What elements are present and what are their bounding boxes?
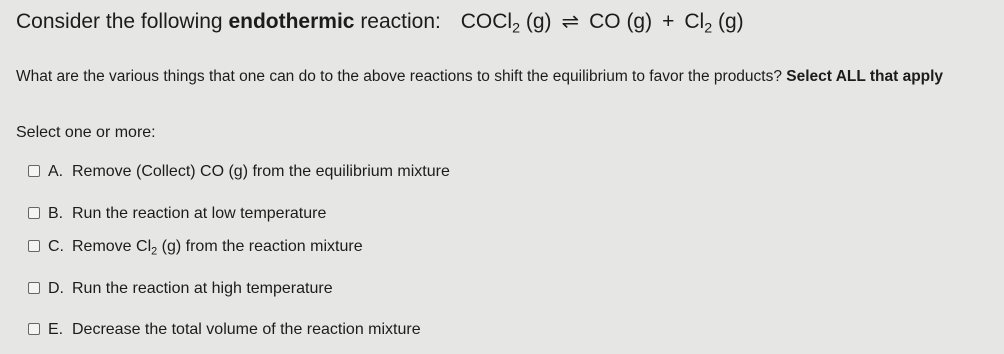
option-c-text-after: (g) from the reaction mixture — [157, 238, 363, 255]
question-intro: Consider the following — [16, 10, 229, 33]
reaction-equation — [460, 10, 744, 37]
option-c[interactable] — [28, 237, 363, 257]
option-b-label: Run the reaction at low temperature — [72, 205, 327, 222]
checkbox-b[interactable] — [28, 207, 40, 219]
question-after-bold: reaction: — [354, 10, 441, 33]
option-e-label: Decrease the total volume of the reaction mixture — [72, 321, 421, 338]
prompt-emphasis: Select ALL that apply — [786, 68, 944, 85]
select-instruction: Select one or more: — [16, 124, 156, 141]
prompt-text: What are the various things that one can do to the above reactions to shift the equilibrium to favor the products? — [16, 68, 787, 85]
option-d-label: Run the reaction at high temperature — [72, 280, 333, 297]
checkbox-e[interactable] — [28, 323, 40, 335]
option-a-label: Remove (Collect) CO (g) from the equilibrium mixture — [72, 163, 450, 180]
question-bold-word: endothermic — [228, 10, 355, 33]
checkbox-a[interactable] — [28, 165, 40, 177]
option-b[interactable] — [28, 204, 326, 224]
option-c-text-before: Remove Cl — [72, 238, 152, 255]
option-c-subscript: 2 — [151, 245, 158, 258]
product-cl2-formula: Cl — [684, 10, 705, 33]
option-a-letter: A. — [48, 163, 64, 180]
option-e[interactable] — [28, 320, 421, 340]
question-text — [16, 9, 744, 37]
option-b-letter: B. — [48, 205, 64, 222]
equilibrium-arrow: ⇌ — [561, 10, 580, 33]
option-c-letter: C. — [48, 238, 64, 255]
checkbox-c[interactable] — [28, 240, 40, 252]
product-cl2-subscript: 2 — [704, 20, 713, 37]
product-cl2-state: (g) — [712, 10, 744, 33]
option-d-letter: D. — [48, 280, 64, 297]
reactant-subscript: 2 — [512, 20, 520, 37]
question-prompt — [16, 68, 943, 86]
plus-sign: + — [662, 10, 675, 33]
reactant-formula: COCl — [460, 10, 513, 33]
option-c-label — [72, 238, 363, 256]
option-d[interactable] — [28, 279, 333, 299]
product-co: CO (g) — [589, 10, 653, 33]
option-a[interactable] — [28, 162, 450, 182]
reactant-state: (g) — [520, 10, 552, 33]
checkbox-d[interactable] — [28, 282, 40, 294]
option-e-letter: E. — [48, 321, 64, 338]
